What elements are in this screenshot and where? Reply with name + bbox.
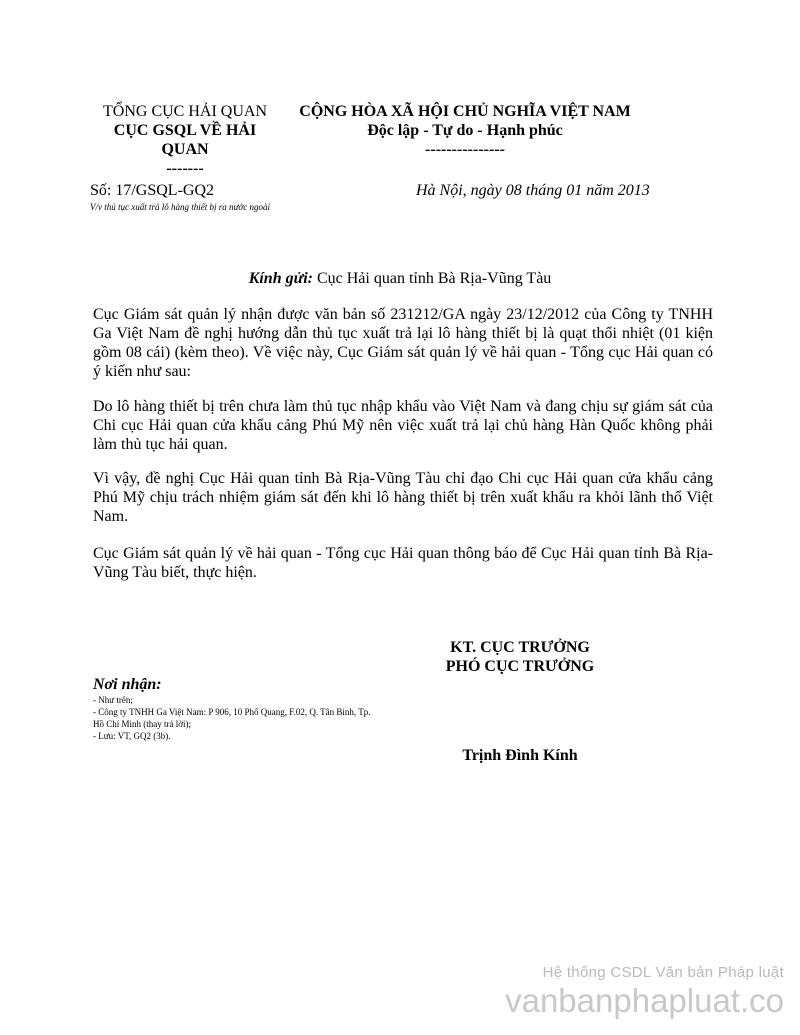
signer-title-line1: KT. CỤC TRƯỞNG bbox=[450, 639, 590, 656]
recipient-line bbox=[0, 270, 800, 288]
national-heading-block bbox=[290, 102, 640, 159]
national-motto: Độc lập - Tự do - Hạnh phúc bbox=[367, 122, 563, 139]
parent-agency: TỔNG CỤC HẢI QUAN bbox=[103, 103, 267, 120]
recipients-list bbox=[93, 676, 383, 742]
watermark-domain: vanbanphapluat.co bbox=[505, 982, 784, 1019]
recipient-item: - Công ty TNHH Ga Việt Nam: P 906, 10 Phố Quang, F.02, Q. Tân Bình, Tp. Hồ Chí Minh (thay trả lời); bbox=[93, 707, 371, 729]
site-watermark bbox=[505, 964, 784, 1019]
signer-title-block bbox=[420, 638, 620, 676]
recipient-item: - Như trên; bbox=[93, 695, 133, 705]
signer-title-line2: PHÓ CỤC TRƯỞNG bbox=[445, 658, 595, 675]
recipient-name: Cục Hải quan tỉnh Bà Rịa-Vũng Tàu bbox=[316, 270, 552, 287]
department-name-line1: CỤC GSQL VỀ HẢI bbox=[113, 122, 257, 139]
department-name-line2: QUAN bbox=[161, 141, 209, 158]
issuing-agency-block bbox=[90, 102, 280, 178]
recipient-item: - Lưu: VT, GQ2 (3b). bbox=[93, 731, 171, 741]
document-date: Hà Nội, ngày 08 tháng 01 năm 2013 bbox=[416, 182, 650, 199]
body-paragraph-2: Do lô hàng thiết bị trên chưa làm thủ tục nhập khẩu vào Việt Nam và đang chịu sự giám sát của Chi cục Hải quan cửa khẩu cảng Phú Mỹ nên việc xuất trả lại chủ hàng Hàn Quốc không phải làm thủ tục hải quan. bbox=[93, 398, 713, 453]
document-subject: V/v thủ tục xuất trả lô hàng thiết bị ra nước ngoài bbox=[90, 202, 270, 212]
signer-name: Trịnh Đình Kính bbox=[462, 747, 578, 764]
recipient-label: Kính gửi: bbox=[248, 270, 313, 287]
national-title: CỘNG HÒA XÃ HỘI CHỦ NGHĨA VIỆT NAM bbox=[299, 103, 631, 120]
watermark-tagline: Hệ thống CSDL Văn bản Pháp luật bbox=[542, 964, 784, 981]
body-paragraph-4: Cục Giám sát quản lý về hải quan - Tổng cục Hải quan thông báo để Cục Hải quan tỉnh Bà Rịa-Vũng Tàu biết, thực hiện. bbox=[93, 545, 713, 581]
recipients-title: Nơi nhận: bbox=[93, 676, 162, 693]
header-left-divider: ------- bbox=[166, 160, 204, 177]
body-paragraph-1: Cục Giám sát quản lý nhận được văn bản số 231212/GA ngày 23/12/2012 của Công ty TNHH Ga Việt Nam đề nghị hướng dẫn thủ tục xuất trả lại lô hàng thiết bị là quạt thổi nhiệt (01 kiện gồm 08 cái) (kèm theo). Về việc này, Cục Giám sát quản lý về hải quan - Tổng cục Hải quan có ý kiến như sau: bbox=[93, 306, 713, 380]
header-right-divider: --------------- bbox=[425, 141, 505, 158]
document-number: Số: 17/GSQL-GQ2 bbox=[90, 182, 215, 199]
body-paragraph-3: Vì vậy, đề nghị Cục Hải quan tỉnh Bà Rịa-Vũng Tàu chỉ đạo Chi cục Hải quan cửa khẩu cảng Phú Mỹ chịu trách nhiệm giám sát đến khi lô hàng thiết bị trên xuất khẩu ra khỏi lãnh thổ Việt Nam. bbox=[93, 470, 713, 525]
